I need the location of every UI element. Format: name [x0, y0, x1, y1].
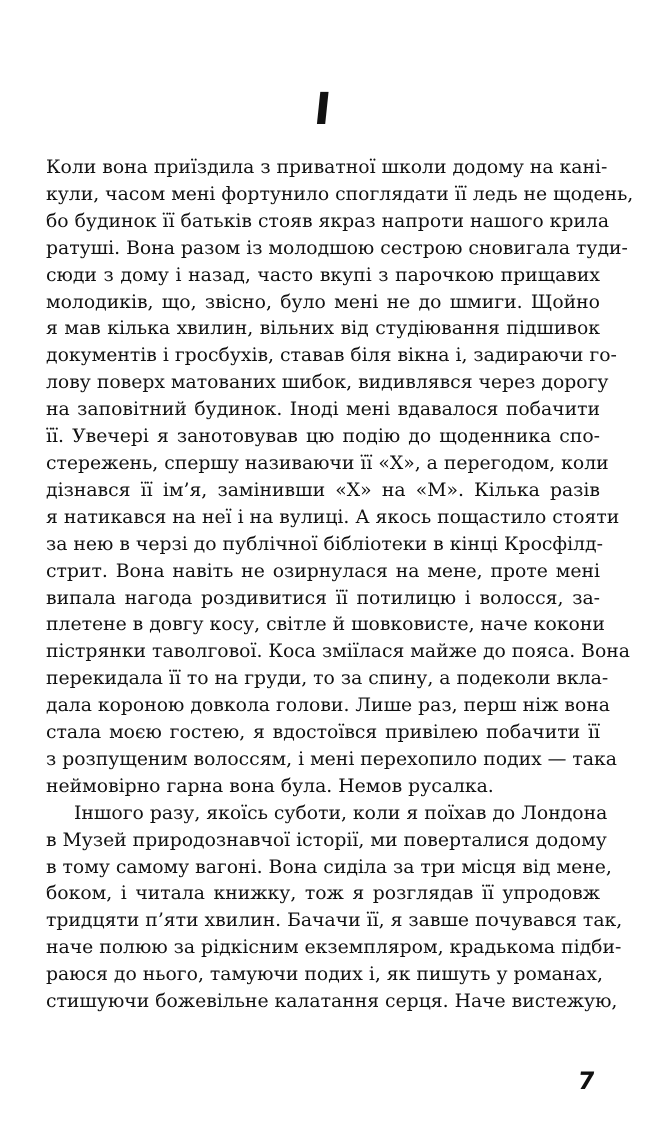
text-line: неймовірно гарна вона була. Немов русалка.	[46, 775, 494, 797]
text-line: лову поверх матованих шибок, видивлявся через дорогу	[46, 372, 609, 394]
text-line: в тому самому вагоні. Вона сиділа за три місця від мене,	[46, 856, 612, 878]
text-line: документів і гросбухів, ставав біля вікна і, задираючи го-	[46, 345, 617, 367]
text-line: з розпущеним волоссям, і мені перехопило подих — така	[46, 748, 617, 770]
text-line: тридцяти п’яти хвилин. Бачачи її, я завше почувався так,	[46, 910, 623, 932]
text-line: на заповітний будинок. Іноді мені вдавалося побачити	[46, 399, 600, 421]
text-line: її. Увечері я занотовував цю подію до щоденника спо-	[46, 426, 600, 448]
text-line: боком, і читала книжку, тож я розглядав її упродовж	[46, 883, 600, 905]
text-line: молодиків, що, звісно, було мені не до шмиги. Щойно	[46, 291, 600, 313]
text-line: Коли вона приїздила з приватної школи додому на кані-	[46, 157, 608, 178]
text-line: стала моєю гостею, я вдостоївся привілею побачити її	[46, 722, 600, 744]
chapter-numeral: I	[311, 84, 334, 135]
text-line: Іншого разу, якоїсь суботи, коли я поїхав до Лондона	[74, 802, 608, 824]
text-line: дізнався її ім’я, замінивши «Х» на «М». Кілька разів	[46, 479, 600, 501]
text-line: в Музей природознавчої історії, ми поверталися додому	[46, 829, 607, 851]
text-line: випала нагода роздивитися її потилицю і волосся, за-	[46, 587, 600, 609]
text-line: за нею в черзі до публічної бібліотеки в кінці Кросфілд-	[46, 533, 603, 555]
text-line: стережень, спершу називаючи її «Х», а перегодом, коли	[46, 452, 609, 474]
text-line: раюся до нього, тамуючи подих і, як пишуть у романах,	[46, 964, 603, 986]
text-line: стишуючи божевільне калатання серця. Наче вистежую,	[46, 991, 618, 1013]
text-line: кули, часом мені фортунило споглядати її ледь не щодень,	[46, 183, 634, 205]
text-line: наче полюю за рідкісним екземпляром, крадькома підби-	[46, 937, 622, 959]
text-line: бо будинок її батьків стояв якраз напроти нашого крила	[46, 210, 610, 232]
page-number: 7	[576, 1067, 597, 1095]
paragraph	[46, 801, 623, 1016]
text-line: перекидала її то на груди, то за спину, а подеколи вкла-	[46, 668, 609, 690]
text-line: стрит. Вона навіть не озирнулася на мене, проте мені	[46, 560, 600, 582]
text-line: я натикався на неї і на вулиці. А якось пощастило стояти	[46, 506, 620, 528]
text-line: плетене в довгу косу, світле й шовковисте, наче кокони	[46, 614, 605, 636]
text-line: ратуші. Вона разом із молодшою сестрою сновигала туди-	[46, 237, 628, 259]
text-line: я мав кілька хвилин, вільних від студіювання підшивок	[46, 318, 600, 340]
paragraph	[46, 155, 634, 801]
text-line: дала короною довкола голови. Лише раз, перш ніж вона	[46, 695, 610, 717]
body-text	[46, 155, 634, 1016]
text-line: пістрянки таволгової. Коса зміїлася майже до пояса. Вона	[46, 641, 630, 663]
text-line: сюди з дому і назад, часто вкупі з парочкою прищавих	[46, 264, 600, 286]
